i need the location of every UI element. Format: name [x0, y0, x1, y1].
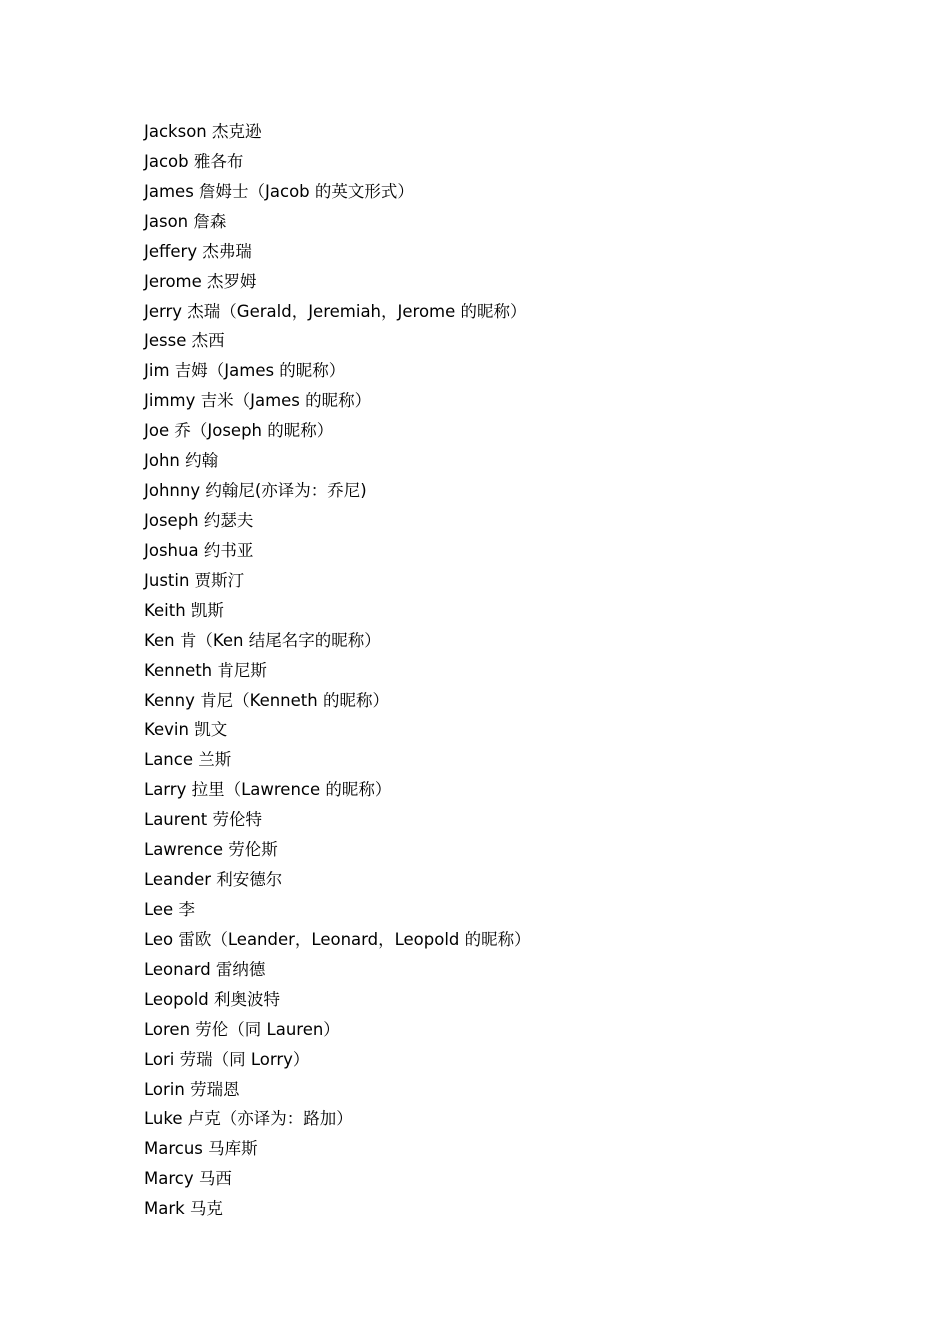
- name-entry: Leander 利安德尔: [144, 870, 283, 890]
- name-entry: Lance 兰斯: [144, 750, 232, 770]
- name-entry: Lorin 劳瑞恩: [144, 1079, 240, 1099]
- name-entry: Lori 劳瑞（同 Lorry）: [144, 1049, 310, 1069]
- name-entry: Jeffery 杰弗瑞: [144, 241, 252, 261]
- name-entry: Joe 乔（Joseph 的昵称）: [144, 421, 334, 441]
- name-entry: Laurent 劳伦特: [144, 810, 263, 830]
- name-entry: Ken 肯（Ken 结尾名字的昵称）: [144, 630, 381, 650]
- name-entry: Leonard 雷纳德: [144, 959, 266, 979]
- name-entry: Jerome 杰罗姆: [144, 271, 257, 291]
- name-entry: Jacob 雅各布: [144, 151, 244, 171]
- name-entry: Jimmy 吉米（James 的昵称）: [144, 391, 372, 411]
- name-entry: Johnny 约翰尼(亦译为：乔尼): [144, 481, 367, 501]
- name-entry: Leo 雷欧（Leander，Leonard，Leopold 的昵称）: [144, 929, 531, 949]
- name-entry: Jim 吉姆（James 的昵称）: [144, 361, 346, 381]
- name-entry: Mark 马克: [144, 1199, 223, 1219]
- name-entry: Jesse 杰西: [144, 331, 225, 351]
- name-entry: Joshua 约书亚: [144, 540, 254, 560]
- name-entry: Justin 贾斯汀: [144, 570, 245, 590]
- name-entry: Leopold 利奥波特: [144, 989, 281, 1009]
- name-entry: Jason 詹森: [144, 211, 227, 231]
- name-entry: Jerry 杰瑞（Gerald，Jeremiah，Jerome 的昵称）: [144, 301, 527, 321]
- name-entry: Keith 凯斯: [144, 600, 224, 620]
- name-entry: Lawrence 劳伦斯: [144, 840, 278, 860]
- name-entry: Loren 劳伦（同 Lauren）: [144, 1019, 340, 1039]
- name-entry: Kenneth 肯尼斯: [144, 660, 267, 680]
- name-entry: Luke 卢克（亦译为：路加）: [144, 1109, 353, 1129]
- name-entry: Marcus 马库斯: [144, 1139, 258, 1159]
- name-entry: John 约翰: [144, 451, 219, 471]
- name-entry: Marcy 马西: [144, 1169, 232, 1189]
- name-entry: Kevin 凯文: [144, 720, 228, 740]
- name-entry: Jackson 杰克逊: [144, 122, 262, 141]
- name-entry: James 詹姆士（Jacob 的英文形式）: [144, 181, 414, 201]
- name-list: [144, 117, 531, 1224]
- name-entry: Kenny 肯尼（Kenneth 的昵称）: [144, 690, 389, 710]
- name-entry: Joseph 约瑟夫: [144, 510, 254, 530]
- name-entry: Lee 李: [144, 899, 195, 919]
- name-entry: Larry 拉里（Lawrence 的昵称）: [144, 780, 392, 800]
